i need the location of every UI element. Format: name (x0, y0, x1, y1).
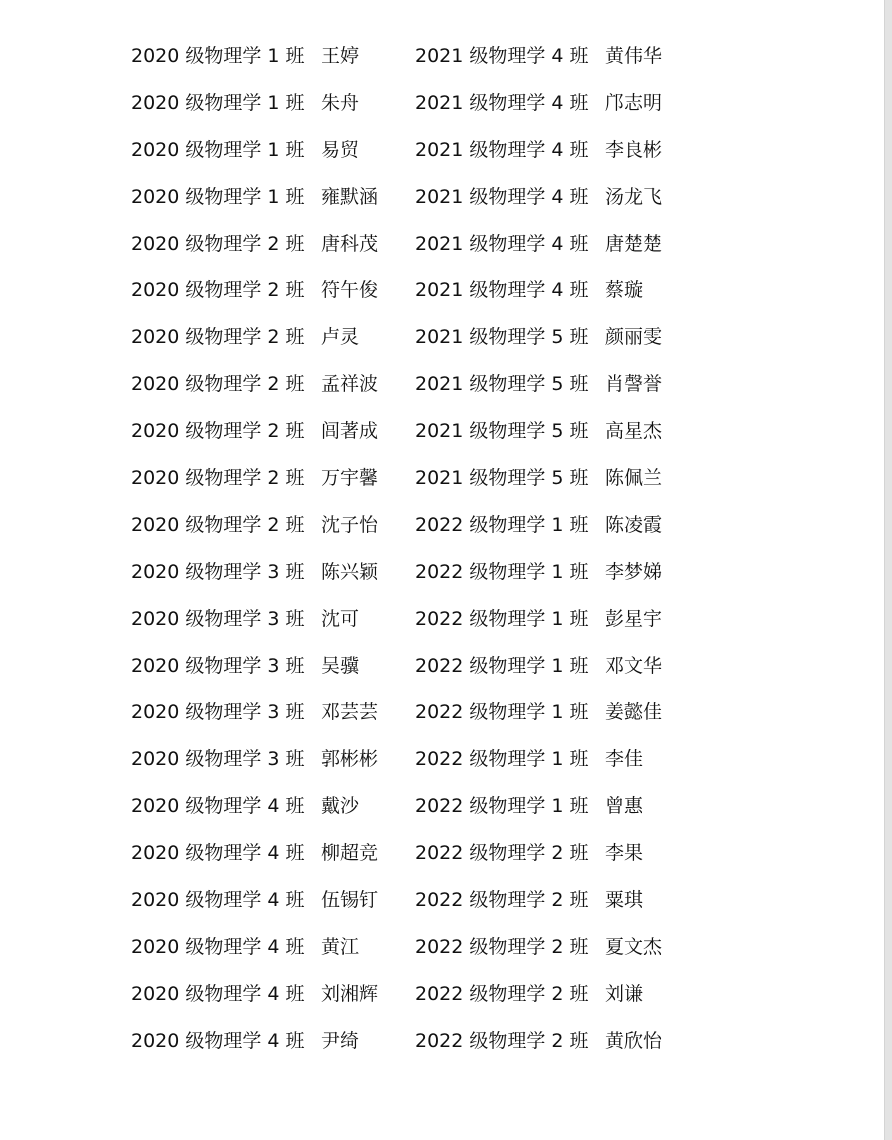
class-label: 2020 级物理学 4 班 (131, 935, 305, 958)
student-list (131, 38, 771, 1070)
student-name: 颜丽雯 (605, 326, 663, 349)
student-name: 戴沙 (321, 795, 360, 818)
student-name: 黄伟华 (605, 45, 663, 67)
student-name: 吴骥 (321, 654, 360, 677)
student-name: 黄江 (321, 935, 360, 958)
class-label: 2020 级物理学 2 班 (131, 513, 305, 536)
student-entry-right (415, 132, 715, 179)
class-label: 2020 级物理学 3 班 (131, 654, 305, 677)
student-name: 夏文杰 (605, 935, 663, 958)
list-row (131, 179, 771, 226)
list-row (131, 226, 771, 273)
class-label: 2020 级物理学 2 班 (131, 373, 305, 396)
student-name: 唐楚楚 (605, 232, 663, 255)
window-gutter (885, 0, 892, 1140)
student-entry-left (131, 976, 415, 1023)
list-row (131, 976, 771, 1023)
student-name: 郭彬彬 (321, 748, 379, 771)
student-entry-left (131, 648, 415, 695)
class-label: 2021 级物理学 5 班 (415, 373, 589, 396)
student-name: 汤龙飞 (605, 185, 663, 208)
student-name: 沈子怡 (321, 513, 379, 536)
class-label: 2020 级物理学 4 班 (131, 889, 305, 912)
student-entry-left (131, 38, 415, 85)
student-name: 王婷 (321, 45, 360, 67)
class-label: 2021 级物理学 5 班 (415, 420, 589, 443)
student-entry-right (415, 85, 715, 132)
list-row (131, 460, 771, 507)
student-entry-right (415, 694, 715, 741)
student-name: 姜懿佳 (605, 701, 663, 724)
student-name: 沈可 (321, 607, 360, 630)
class-label: 2020 级物理学 2 班 (131, 467, 305, 490)
student-entry-right (415, 788, 715, 835)
student-name: 黄欣怡 (605, 1029, 663, 1052)
class-label: 2021 级物理学 4 班 (415, 45, 589, 67)
student-name: 符午俊 (321, 279, 379, 302)
student-entry-right (415, 319, 715, 366)
list-row (131, 882, 771, 929)
student-entry-right (415, 38, 715, 85)
student-name: 易贸 (321, 138, 360, 161)
student-name: 曾惠 (605, 795, 644, 818)
class-label: 2021 级物理学 4 班 (415, 232, 589, 255)
student-name: 高星杰 (605, 420, 663, 443)
class-label: 2020 级物理学 1 班 (131, 185, 305, 208)
list-row (131, 929, 771, 976)
student-name: 粟琪 (605, 889, 644, 912)
student-name: 彭星宇 (605, 607, 663, 630)
student-entry-left (131, 319, 415, 366)
class-label: 2022 级物理学 1 班 (415, 560, 589, 583)
class-label: 2020 级物理学 2 班 (131, 279, 305, 302)
list-row (131, 648, 771, 695)
class-label: 2022 级物理学 2 班 (415, 982, 589, 1005)
student-name: 孟祥波 (321, 373, 379, 396)
class-label: 2020 级物理学 3 班 (131, 701, 305, 724)
class-label: 2022 级物理学 1 班 (415, 748, 589, 771)
student-entry-left (131, 413, 415, 460)
student-name: 李果 (605, 842, 644, 865)
class-label: 2021 级物理学 4 班 (415, 185, 589, 208)
student-entry-left (131, 85, 415, 132)
list-row (131, 1023, 771, 1070)
student-name: 朱舟 (321, 91, 360, 114)
student-entry-left (131, 835, 415, 882)
student-entry-left (131, 460, 415, 507)
list-row (131, 413, 771, 460)
student-name: 蔡璇 (605, 279, 644, 302)
student-name: 邝志明 (605, 91, 663, 114)
student-entry-left (131, 179, 415, 226)
list-row (131, 366, 771, 413)
student-entry-right (415, 460, 715, 507)
list-row (131, 788, 771, 835)
student-name: 尹绮 (321, 1029, 360, 1052)
class-label: 2020 级物理学 2 班 (131, 232, 305, 255)
student-entry-right (415, 1023, 715, 1070)
class-label: 2022 级物理学 2 班 (415, 889, 589, 912)
list-row (131, 272, 771, 319)
class-label: 2020 级物理学 3 班 (131, 748, 305, 771)
student-entry-left (131, 929, 415, 976)
class-label: 2020 级物理学 4 班 (131, 982, 305, 1005)
student-entry-right (415, 929, 715, 976)
class-label: 2021 级物理学 4 班 (415, 91, 589, 114)
student-entry-left (131, 788, 415, 835)
student-name: 陈佩兰 (605, 467, 663, 490)
list-row (131, 319, 771, 366)
class-label: 2020 级物理学 3 班 (131, 607, 305, 630)
list-row (131, 85, 771, 132)
student-entry-left (131, 132, 415, 179)
student-entry-left (131, 226, 415, 273)
student-entry-left (131, 1023, 415, 1070)
student-name: 刘谦 (605, 982, 644, 1005)
list-row (131, 601, 771, 648)
class-label: 2020 级物理学 1 班 (131, 91, 305, 114)
student-name: 柳超竞 (321, 842, 379, 865)
class-label: 2022 级物理学 1 班 (415, 795, 589, 818)
class-label: 2022 级物理学 2 班 (415, 935, 589, 958)
student-entry-right (415, 272, 715, 319)
student-entry-right (415, 226, 715, 273)
list-row (131, 132, 771, 179)
student-name: 万宇馨 (321, 467, 379, 490)
student-entry-left (131, 554, 415, 601)
class-label: 2020 级物理学 1 班 (131, 45, 305, 67)
student-entry-left (131, 741, 415, 788)
student-entry-right (415, 507, 715, 554)
list-row (131, 835, 771, 882)
student-name: 邓文华 (605, 654, 663, 677)
student-entry-right (415, 882, 715, 929)
student-entry-right (415, 366, 715, 413)
class-label: 2020 级物理学 4 班 (131, 795, 305, 818)
list-row (131, 38, 771, 85)
class-label: 2022 级物理学 1 班 (415, 607, 589, 630)
student-entry-right (415, 741, 715, 788)
list-row (131, 507, 771, 554)
class-label: 2021 级物理学 5 班 (415, 326, 589, 349)
student-entry-right (415, 413, 715, 460)
class-label: 2022 级物理学 1 班 (415, 701, 589, 724)
student-name: 陈凌霞 (605, 513, 663, 536)
student-entry-left (131, 882, 415, 929)
student-name: 伍锡钉 (321, 889, 379, 912)
student-entry-right (415, 976, 715, 1023)
student-entry-left (131, 694, 415, 741)
class-label: 2021 级物理学 4 班 (415, 138, 589, 161)
list-row (131, 741, 771, 788)
student-entry-right (415, 648, 715, 695)
student-name: 陈兴颖 (321, 560, 379, 583)
class-label: 2022 级物理学 2 班 (415, 842, 589, 865)
student-entry-left (131, 507, 415, 554)
class-label: 2020 级物理学 4 班 (131, 1029, 305, 1052)
student-entry-left (131, 366, 415, 413)
student-name: 肖謦誉 (605, 373, 663, 396)
student-name: 李良彬 (605, 138, 663, 161)
student-entry-right (415, 554, 715, 601)
student-entry-left (131, 601, 415, 648)
student-name: 李佳 (605, 748, 644, 771)
student-entry-right (415, 179, 715, 226)
student-entry-right (415, 835, 715, 882)
class-label: 2020 级物理学 2 班 (131, 420, 305, 443)
student-entry-left (131, 272, 415, 319)
class-label: 2020 级物理学 2 班 (131, 326, 305, 349)
class-label: 2022 级物理学 1 班 (415, 513, 589, 536)
student-name: 唐科茂 (321, 232, 379, 255)
student-entry-right (415, 601, 715, 648)
class-label: 2020 级物理学 1 班 (131, 138, 305, 161)
list-row (131, 694, 771, 741)
list-row (131, 554, 771, 601)
student-name: 雍默涵 (321, 185, 379, 208)
student-name: 闾著成 (321, 420, 379, 443)
class-label: 2020 级物理学 3 班 (131, 560, 305, 583)
student-name: 卢灵 (321, 326, 360, 349)
student-name: 刘湘辉 (321, 982, 379, 1005)
class-label: 2022 级物理学 1 班 (415, 654, 589, 677)
class-label: 2020 级物理学 4 班 (131, 842, 305, 865)
class-label: 2021 级物理学 5 班 (415, 467, 589, 490)
student-name: 李梦娣 (605, 560, 663, 583)
class-label: 2021 级物理学 4 班 (415, 279, 589, 302)
student-name: 邓芸芸 (321, 701, 379, 724)
class-label: 2022 级物理学 2 班 (415, 1029, 589, 1052)
